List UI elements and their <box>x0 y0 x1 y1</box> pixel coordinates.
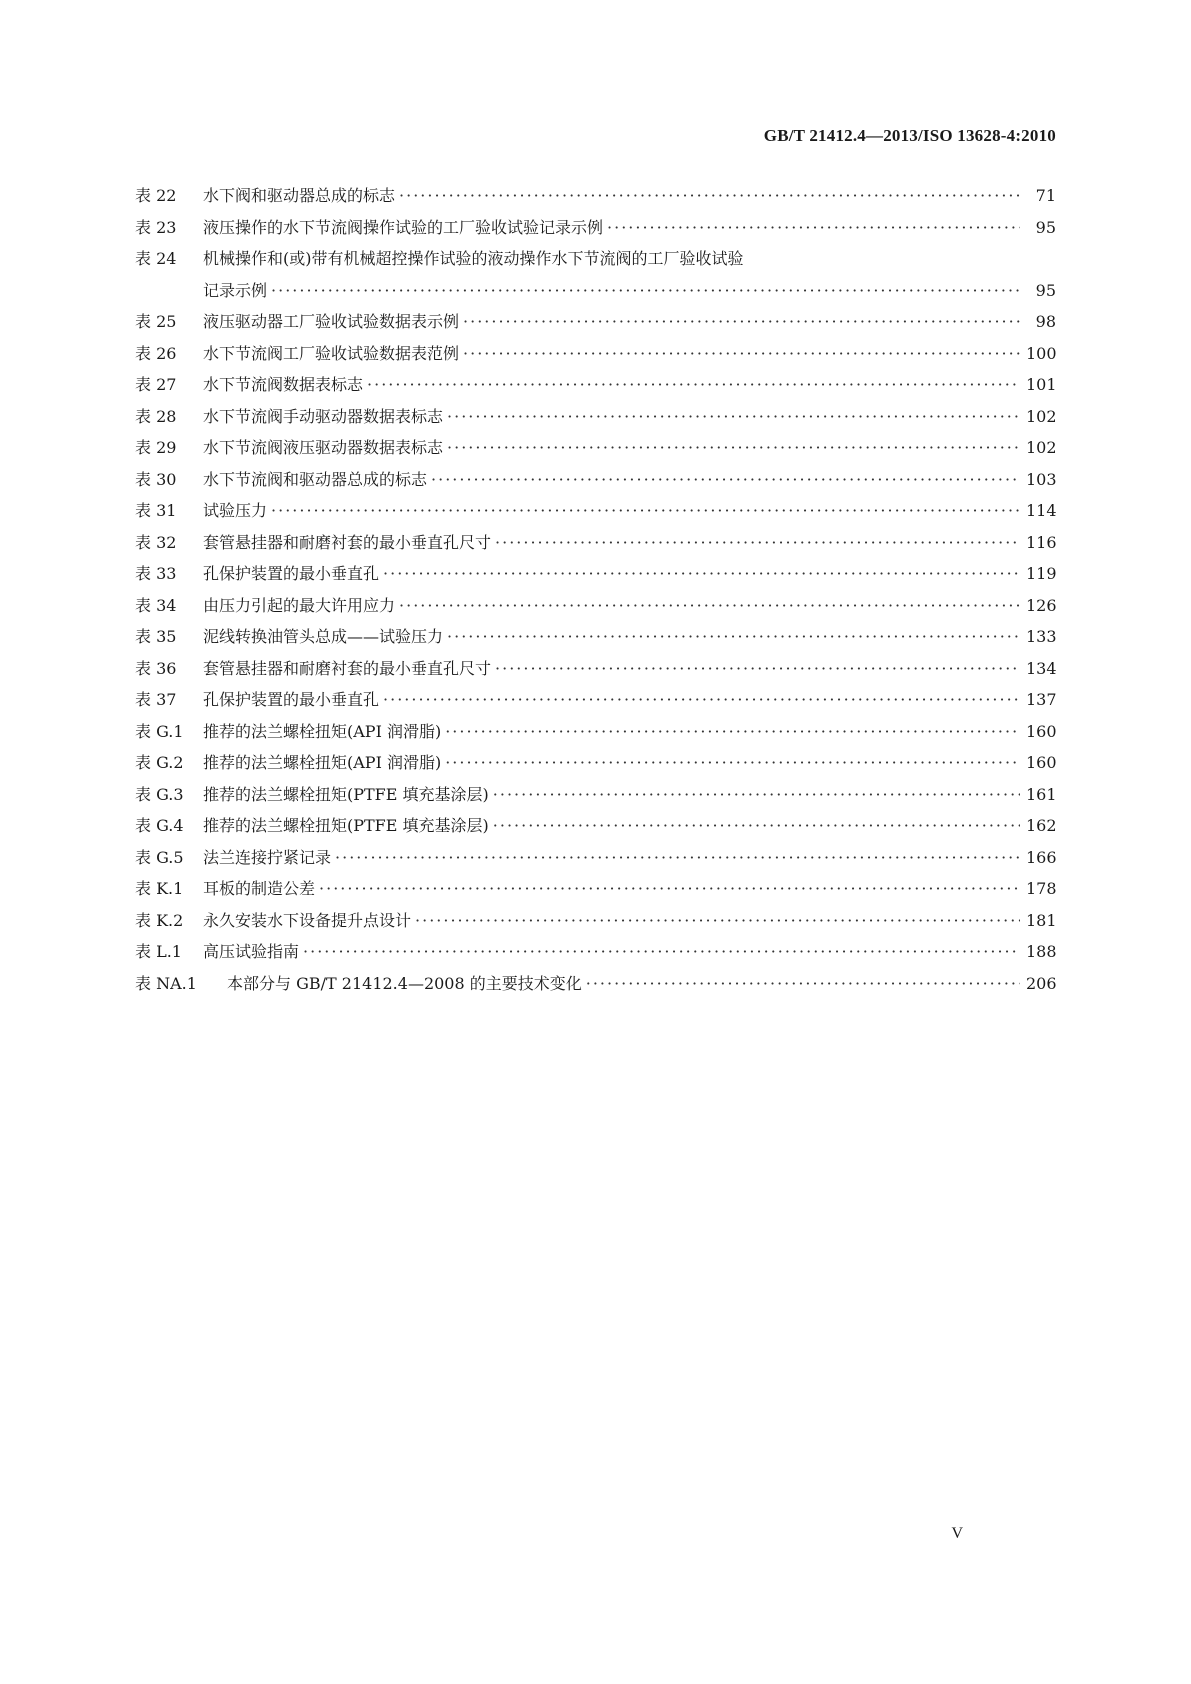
toc-entry-page: 133 <box>1026 627 1057 646</box>
toc-entry[interactable] <box>135 369 1056 401</box>
toc-entry[interactable] <box>135 716 1056 748</box>
toc-entry-title: 试验压力 <box>203 501 268 520</box>
toc-entry[interactable] <box>135 653 1056 685</box>
toc-entry-label: 表 29 <box>135 438 177 457</box>
dot-leader <box>447 401 1020 433</box>
toc-entry-label: 表 G.5 <box>135 847 184 867</box>
toc-entry-title: 套管悬挂器和耐磨衬套的最小垂直孔尺寸 <box>203 658 492 678</box>
toc-entry-title: 推荐的法兰螺栓扭矩(PTFE 填充基涂层) <box>203 816 489 835</box>
toc-entry-page: 162 <box>1026 816 1057 835</box>
toc-entry-title: 推荐的法兰螺栓扭矩(API 润滑脂) <box>203 753 442 772</box>
page-numeral: V <box>951 1525 963 1542</box>
toc-entry[interactable] <box>135 180 1056 212</box>
toc-entry-page: 71 <box>1035 186 1056 205</box>
toc-entry-label: 表 30 <box>135 469 177 489</box>
toc-entry-title: 永久安装水下设备提升点设计 <box>203 910 412 930</box>
toc-entry[interactable] <box>135 905 1056 937</box>
toc-entry-page: 206 <box>1026 973 1057 993</box>
toc-entry-label: 表 G.2 <box>135 753 184 772</box>
toc-entry[interactable] <box>135 243 1056 306</box>
dot-leader <box>335 842 1020 874</box>
toc-entry-title: 液压操作的水下节流阀操作试验的工厂验收试验记录示例 <box>203 217 604 237</box>
toc-entry-label: 表 27 <box>135 375 177 394</box>
toc-entry-label: 表 NA.1 <box>135 973 197 993</box>
toc-entry-page: 160 <box>1026 753 1057 772</box>
toc-entry-label: 表 K.1 <box>135 879 184 898</box>
toc-entry-title: 推荐的法兰螺栓扭矩(PTFE 填充基涂层) <box>203 784 489 804</box>
toc-entry-label: 表 37 <box>135 690 177 709</box>
toc-entry-title: 高压试验指南 <box>203 942 300 961</box>
toc-entry[interactable] <box>135 527 1056 559</box>
toc-entry-label: 表 G.4 <box>135 816 184 835</box>
toc-entry-label: 表 33 <box>135 564 177 583</box>
toc-entry-page: 116 <box>1026 532 1057 552</box>
toc-entry[interactable] <box>135 432 1056 464</box>
toc-entry-page: 114 <box>1026 501 1057 520</box>
toc-entry-label: 表 34 <box>135 595 177 615</box>
toc-entry-label: 表 G.1 <box>135 721 184 741</box>
dot-leader <box>607 212 1020 244</box>
toc-entry-label: 表 22 <box>135 186 177 205</box>
toc-entry-label: 表 L.1 <box>135 942 182 961</box>
toc-entry-title: 推荐的法兰螺栓扭矩(API 润滑脂) <box>203 721 442 741</box>
toc-entry[interactable] <box>135 464 1056 496</box>
toc-entry-page: 188 <box>1026 942 1057 961</box>
toc-entry-title: 水下节流阀工厂验收试验数据表范例 <box>203 343 460 363</box>
toc-entry-label: 表 25 <box>135 312 177 331</box>
toc-entry[interactable] <box>135 842 1056 874</box>
standard-id: GB/T 21412.4—2013/ISO 13628-4:2010 <box>763 126 1056 145</box>
toc-entry-page: 126 <box>1026 595 1057 615</box>
dot-leader <box>415 905 1020 937</box>
toc-entry[interactable] <box>135 621 1056 653</box>
toc-entry-label: 表 36 <box>135 658 177 678</box>
dot-leader <box>271 275 1020 307</box>
page-folio <box>951 1525 963 1543</box>
dot-leader <box>495 653 1020 685</box>
dot-leader <box>586 968 1020 1000</box>
toc-entry[interactable] <box>135 684 1056 716</box>
toc-entry-page: 119 <box>1026 564 1057 583</box>
toc-entry-title: 水下节流阀数据表标志 <box>203 375 364 394</box>
toc-entry-page: 102 <box>1026 406 1057 426</box>
toc-entry-title: 水下节流阀和驱动器总成的标志 <box>203 469 428 489</box>
table-of-tables <box>135 180 1056 999</box>
dot-leader <box>493 779 1020 811</box>
toc-entry-title: 本部分与 GB/T 21412.4—2008 的主要技术变化 <box>227 973 582 993</box>
toc-entry[interactable] <box>135 873 1056 905</box>
toc-entry-page: 102 <box>1026 438 1057 457</box>
dot-leader <box>495 527 1020 559</box>
toc-entry-page: 103 <box>1026 469 1057 489</box>
dot-leader <box>463 338 1020 370</box>
dot-leader <box>445 747 1020 779</box>
toc-entry-title: 水下节流阀液压驱动器数据表标志 <box>203 438 444 457</box>
toc-entry-title: 水下阀和驱动器总成的标志 <box>203 186 396 205</box>
toc-entry-page: 137 <box>1026 690 1057 709</box>
dot-leader <box>463 306 1020 338</box>
toc-entry-label: 表 24 <box>135 249 177 268</box>
toc-entry-label: 表 K.2 <box>135 910 184 930</box>
toc-entry-title: 套管悬挂器和耐磨衬套的最小垂直孔尺寸 <box>203 532 492 552</box>
toc-entry-title: 耳板的制造公差 <box>203 879 316 898</box>
toc-entry-page: 134 <box>1026 658 1057 678</box>
dot-leader <box>447 432 1020 464</box>
toc-entry-label: 表 35 <box>135 627 177 646</box>
toc-entry[interactable] <box>135 590 1056 622</box>
toc-entry-title: 孔保护装置的最小垂直孔 <box>203 564 380 583</box>
toc-entry[interactable] <box>135 306 1056 338</box>
toc-entry-title: 法兰连接拧紧记录 <box>203 847 332 867</box>
toc-entry-title: 泥线转换油管头总成——试验压力 <box>203 627 444 646</box>
toc-entry-title: 由压力引起的最大许用应力 <box>203 595 396 615</box>
dot-leader <box>399 590 1020 622</box>
toc-entry-title: 孔保护装置的最小垂直孔 <box>203 690 380 709</box>
toc-entry-label: 表 G.3 <box>135 784 184 804</box>
dot-leader <box>383 558 1020 590</box>
dot-leader <box>271 495 1020 527</box>
toc-entry-title: 液压驱动器工厂验收试验数据表示例 <box>203 312 460 331</box>
dot-leader <box>319 873 1020 905</box>
toc-entry-page: 95 <box>1035 280 1056 300</box>
dot-leader <box>447 621 1020 653</box>
dot-leader <box>431 464 1020 496</box>
toc-entry-page: 178 <box>1026 879 1057 898</box>
toc-entry-page: 181 <box>1026 910 1057 930</box>
toc-entry[interactable] <box>135 936 1056 968</box>
dot-leader <box>367 369 1020 401</box>
toc-entry-title-continued: 记录示例 <box>203 280 268 300</box>
toc-entry-label: 表 32 <box>135 532 177 552</box>
dot-leader <box>303 936 1020 968</box>
toc-entry-label: 表 28 <box>135 406 177 426</box>
toc-entry-page: 101 <box>1026 375 1057 394</box>
toc-entry-page: 160 <box>1026 721 1057 741</box>
toc-entry-page: 166 <box>1026 847 1057 867</box>
toc-entry-label: 表 26 <box>135 343 177 363</box>
toc-entry[interactable] <box>135 968 1056 1000</box>
toc-entry[interactable] <box>135 558 1056 590</box>
toc-entry[interactable] <box>135 401 1056 433</box>
toc-entry-label: 表 31 <box>135 501 177 520</box>
toc-entry-title: 机械操作和(或)带有机械超控操作试验的液动操作水下节流阀的工厂验收试验 <box>203 249 744 268</box>
toc-entry[interactable] <box>135 495 1056 527</box>
toc-entry-label: 表 23 <box>135 217 177 237</box>
toc-entry-title: 水下节流阀手动驱动器数据表标志 <box>203 406 444 426</box>
toc-entry[interactable] <box>135 810 1056 842</box>
toc-entry[interactable] <box>135 779 1056 811</box>
dot-leader <box>493 810 1020 842</box>
dot-leader <box>399 180 1020 212</box>
toc-entry-page: 100 <box>1026 343 1057 363</box>
dot-leader <box>383 684 1020 716</box>
toc-entry[interactable] <box>135 212 1056 244</box>
toc-entry-page: 95 <box>1035 217 1056 237</box>
toc-entry-page: 161 <box>1026 784 1057 804</box>
toc-entry[interactable] <box>135 747 1056 779</box>
dot-leader <box>445 716 1020 748</box>
toc-entry[interactable] <box>135 338 1056 370</box>
document-header <box>764 126 1056 146</box>
toc-entry-page: 98 <box>1035 312 1056 331</box>
